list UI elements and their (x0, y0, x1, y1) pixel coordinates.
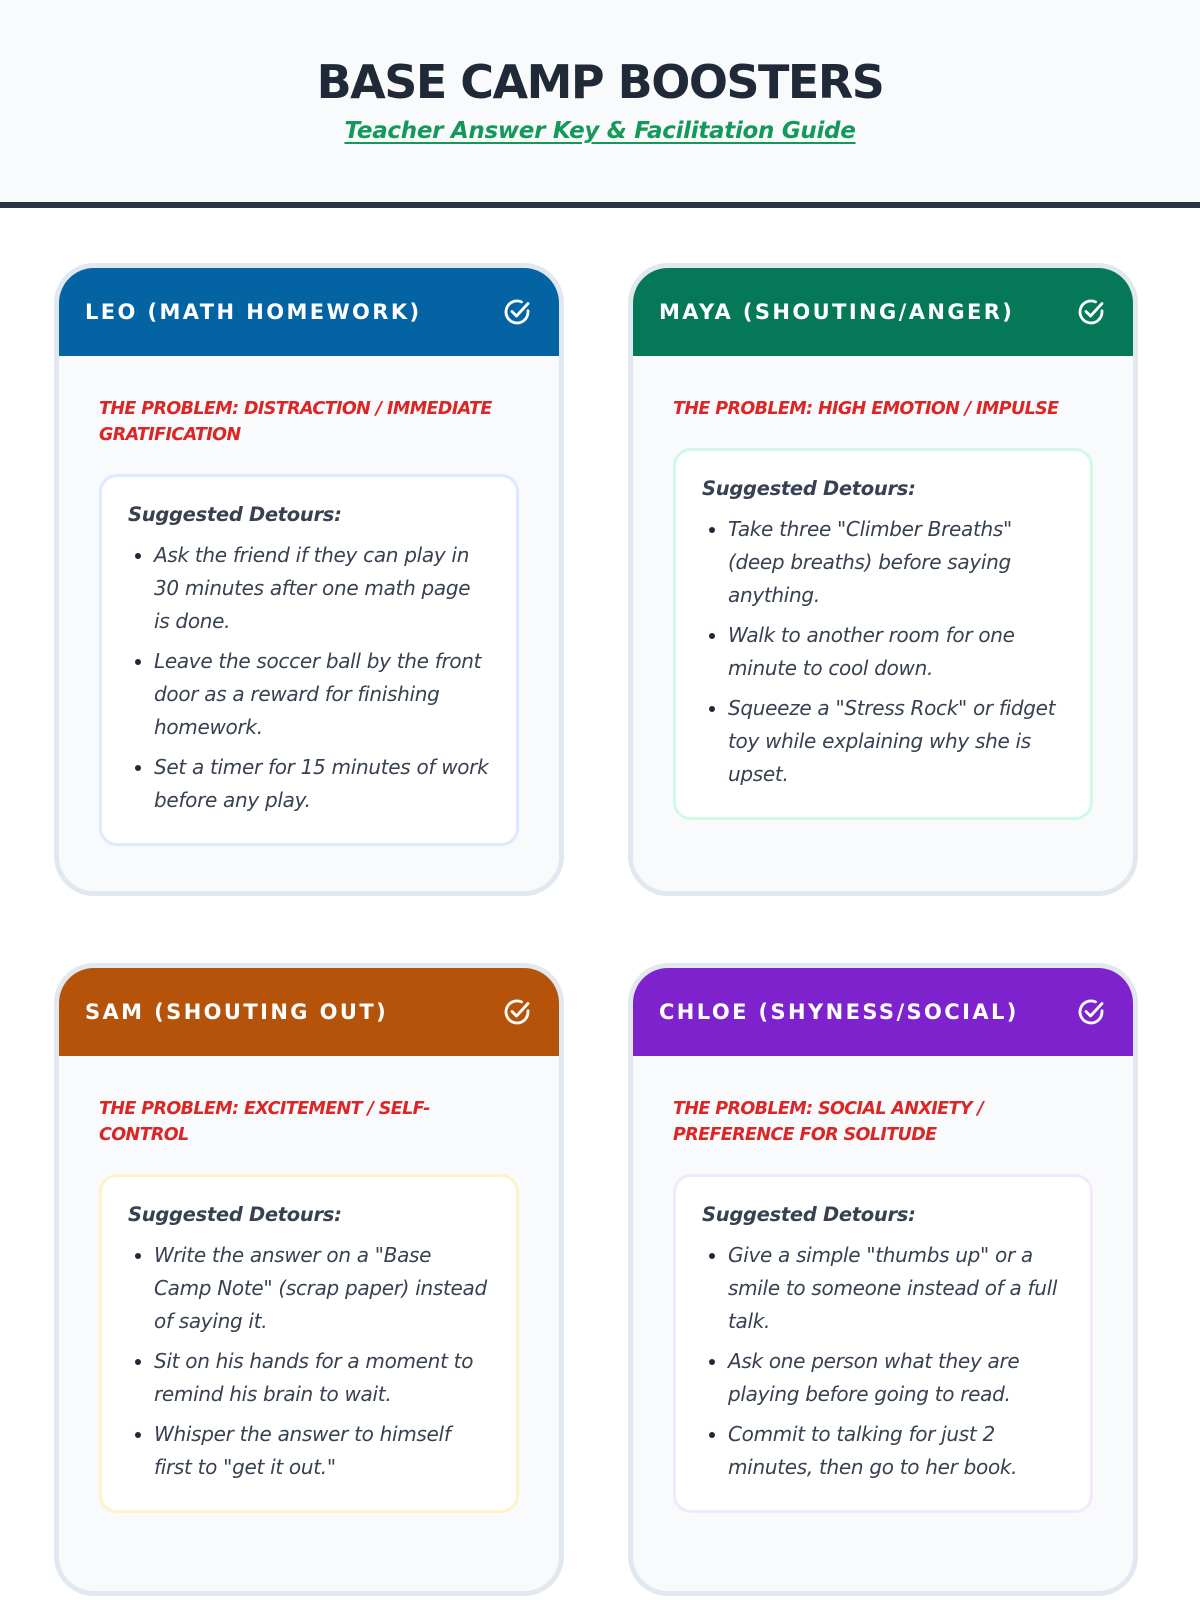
detours-list (128, 1239, 490, 1484)
page-title: BASE CAMP BOOSTERS (316, 55, 884, 109)
card-leo (54, 263, 564, 896)
page-header (0, 0, 1200, 208)
detours-title: Suggested Detours: (702, 477, 916, 500)
card-header (59, 268, 559, 356)
detour-item: • Sit on his hands for a moment to remind his brain to wait. (154, 1345, 490, 1411)
detour-item: • Ask the friend if they can play in 30 minutes after one math page is done. (154, 539, 490, 638)
detour-item: • Ask one person what they are playing before going to read. (728, 1345, 1064, 1411)
check-circle-icon (1075, 296, 1107, 328)
detours-title: Suggested Detours: (128, 503, 342, 526)
detours-box (673, 1174, 1093, 1513)
problem-statement: THE PROBLEM: SOCIAL ANXIETY / PREFERENCE FOR SOLITUDE (673, 1099, 984, 1145)
detour-item: • Give a simple "thumbs up" or a smile to someone instead of a full talk. (728, 1239, 1064, 1338)
problem-statement: THE PROBLEM: EXCITEMENT / SELF-CONTROL (99, 1099, 430, 1145)
detour-item: • Write the answer on a "Base Camp Note" (scrap paper) instead of saying it. (154, 1239, 490, 1338)
card-title: LEO (MATH HOMEWORK) (85, 300, 422, 324)
detours-title: Suggested Detours: (128, 1203, 342, 1226)
detour-item: • Commit to talking for just 2 minutes, then go to her book. (728, 1418, 1064, 1484)
detours-list (702, 513, 1064, 791)
card-title: SAM (SHOUTING OUT) (85, 1000, 389, 1024)
detour-item: • Set a timer for 15 minutes of work before any play. (154, 751, 490, 817)
detour-item: • Take three "Climber Breaths" (deep breaths) before saying anything. (728, 513, 1064, 612)
check-circle-icon (501, 996, 533, 1028)
detours-box (99, 1174, 519, 1513)
detours-list (702, 1239, 1064, 1484)
card-title: MAYA (SHOUTING/ANGER) (659, 300, 1015, 324)
card-chloe (628, 963, 1138, 1596)
detours-box (99, 474, 519, 846)
problem-statement: THE PROBLEM: DISTRACTION / IMMEDIATE GRATIFICATION (99, 399, 492, 445)
page-subtitle: Teacher Answer Key & Facilitation Guide (344, 118, 856, 144)
card-header (633, 968, 1133, 1056)
detour-item: • Squeeze a "Stress Rock" or fidget toy while explaining why she is upset. (728, 692, 1064, 791)
card-title: CHLOE (SHYNESS/SOCIAL) (659, 1000, 1019, 1024)
detour-item: • Leave the soccer ball by the front door as a reward for finishing homework. (154, 645, 490, 744)
detour-item: • Whisper the answer to himself first to "get it out." (154, 1418, 490, 1484)
card-sam (54, 963, 564, 1596)
detour-item: • Walk to another room for one minute to cool down. (728, 619, 1064, 685)
detours-title: Suggested Detours: (702, 1203, 916, 1226)
detours-list (128, 539, 490, 817)
card-header (59, 968, 559, 1056)
detours-box (673, 448, 1093, 820)
problem-statement: THE PROBLEM: HIGH EMOTION / IMPULSE (673, 399, 1059, 419)
check-circle-icon (501, 296, 533, 328)
card-header (633, 268, 1133, 356)
check-circle-icon (1075, 996, 1107, 1028)
card-maya (628, 263, 1138, 896)
